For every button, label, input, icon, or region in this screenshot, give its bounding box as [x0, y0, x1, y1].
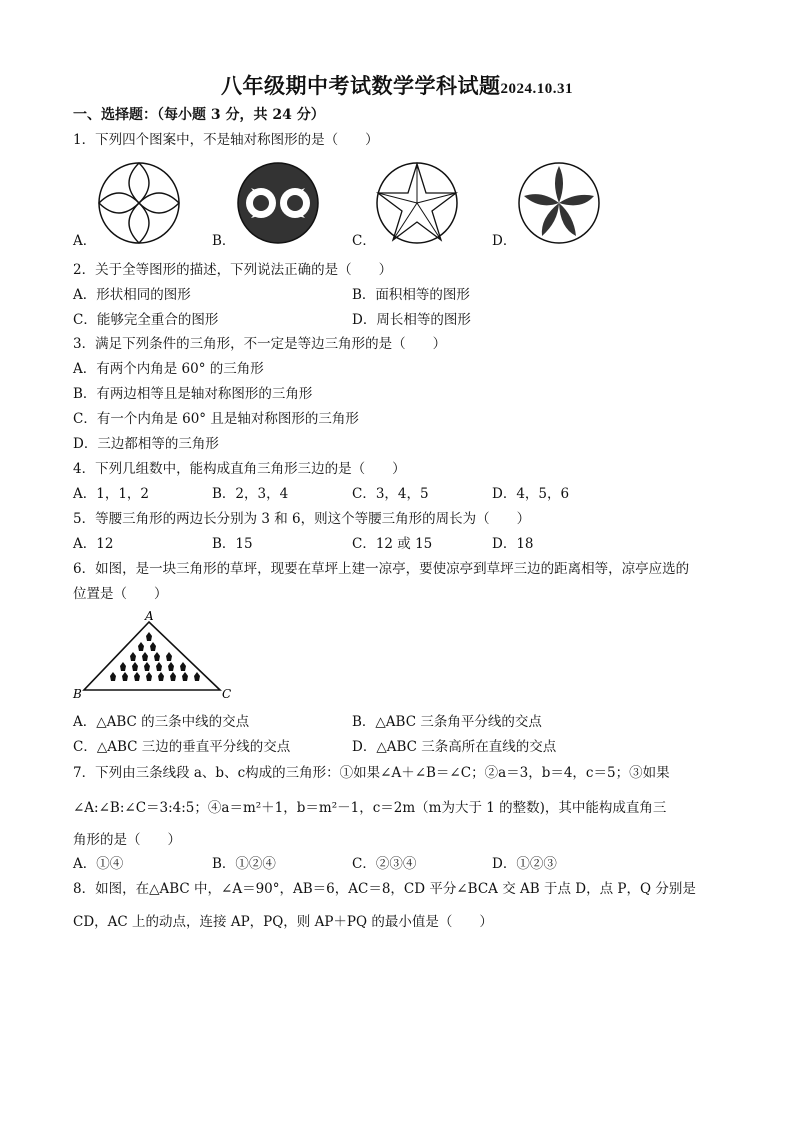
- q2-option-c: C．能够完全重合的图形: [73, 312, 219, 328]
- question-7-line3: 角形的是（ ）: [73, 832, 181, 848]
- q4-option-a: A．1，1，2: [73, 486, 150, 502]
- vertex-label-b: B: [73, 687, 82, 701]
- q7-option-c: C．②③④: [352, 856, 417, 872]
- q5-option-b: B．15: [212, 536, 253, 552]
- q4-option-b: B．2，3，4: [212, 486, 289, 502]
- question-8-line2: CD，AC 上的动点，连接 AP，PQ，则 AP＋PQ 的最小值是（ ）: [73, 914, 493, 930]
- q5-option-a: A．12: [73, 536, 114, 552]
- page-title: [0, 70, 794, 100]
- vertex-label-c: C: [222, 687, 232, 701]
- q2-option-a: A．形状相同的图形: [73, 287, 191, 303]
- exam-date: 2024.10.31: [500, 81, 573, 97]
- q3-option-c: C．有一个内角是 60° 且是轴对称图形的三角形: [73, 411, 359, 427]
- q1-label-b: B．: [212, 233, 236, 249]
- q3-option-d: D．三边都相等的三角形: [73, 436, 219, 452]
- question-6-stem-line2: 位置是（ ）: [73, 586, 168, 602]
- q6-option-a: A．△ABC 的三条中线的交点: [73, 714, 250, 730]
- question-7-line2: ∠A:∠B:∠C＝3:4:5；④a＝m²＋1，b＝m²－1，c＝2m（m为大于 1 的整数)，其中能构成直角三: [73, 800, 667, 816]
- question-8-line1: 8．如图，在△ABC 中，∠A＝90°，AB＝6，AC＝8，CD 平分∠BCA 交 AB 于点 D，点 P，Q 分别是: [73, 881, 696, 897]
- q1-label-d: D．: [492, 233, 517, 249]
- q1-figure-d: [516, 160, 602, 246]
- question-5-stem: 5．等腰三角形的两边长分别为 3 和 6，则这个等腰三角形的周长为（ ）: [73, 511, 531, 527]
- q1-label-a: A．: [73, 233, 97, 249]
- question-3-stem: 3．满足下列条件的三角形，不一定是等边三角形的是（ ）: [73, 336, 447, 352]
- question-1-stem: 1．下列四个图案中，不是轴对称图形的是（ ）: [73, 132, 379, 148]
- section-heading: 一、选择题：（每小题 3 分，共 24 分）: [73, 107, 325, 123]
- q7-option-a: A．①④: [73, 856, 124, 872]
- question-7-line1: 7．下列由三条线段 a、b、c构成的三角形：①如果∠A＋∠B＝∠C；②a＝3，b＝4，c＝5；③如果: [73, 765, 670, 781]
- q1-figure-a: [96, 160, 182, 246]
- q4-option-c: C．3，4，5: [352, 486, 429, 502]
- vertex-label-a: A: [145, 610, 154, 623]
- q6-option-d: D．△ABC 三条高所在直线的交点: [352, 739, 557, 755]
- grass-pattern: [110, 632, 200, 681]
- q7-option-d: D．①②③: [492, 856, 557, 872]
- q6-option-b: B．△ABC 三条角平分线的交点: [352, 714, 542, 730]
- q1-label-c: C．: [352, 233, 376, 249]
- q1-figure-b: [235, 160, 321, 246]
- q3-option-b: B．有两边相等且是轴对称图形的三角形: [73, 386, 313, 402]
- q2-option-d: D．周长相等的图形: [352, 312, 471, 328]
- q6-option-c: C．△ABC 三边的垂直平分线的交点: [73, 739, 291, 755]
- q7-option-b: B．①②④: [212, 856, 276, 872]
- q2-option-b: B．面积相等的图形: [352, 287, 470, 303]
- question-4-stem: 4．下列几组数中，能构成直角三角形三边的是（ ）: [73, 461, 406, 477]
- q5-option-d: D．18: [492, 536, 534, 552]
- question-2-stem: 2．关于全等图形的描述，下列说法正确的是（ ）: [73, 262, 393, 278]
- q6-triangle-figure: [70, 610, 245, 702]
- q4-option-d: D．4，5，6: [492, 486, 570, 502]
- question-6-stem-line1: 6．如图，是一块三角形的草坪，现要在草坪上建一凉亭，要使凉亭到草坪三边的距离相等，凉亭应选的: [73, 561, 690, 577]
- title-text: 八年级期中考试数学学科试题: [221, 73, 501, 98]
- q3-option-a: A．有两个内角是 60° 的三角形: [73, 361, 264, 377]
- q5-option-c: C．12 或 15: [352, 536, 433, 552]
- q1-figure-c: [374, 160, 460, 246]
